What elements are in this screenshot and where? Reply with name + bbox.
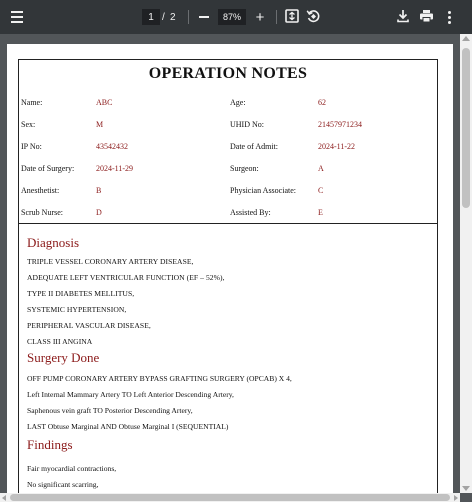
download-icon[interactable] (396, 9, 410, 23)
info-label: Name: (21, 98, 43, 107)
info-value: E (318, 208, 323, 217)
info-row (21, 186, 435, 200)
info-value: 21457971234 (318, 120, 362, 129)
info-label: Physician Associate: (230, 186, 296, 195)
scroll-down-arrow-icon[interactable] (462, 486, 470, 491)
info-label: Sex: (21, 120, 36, 129)
vertical-scrollbar[interactable] (460, 34, 472, 493)
pdf-toolbar (0, 0, 472, 34)
print-icon[interactable] (419, 9, 434, 23)
section-heading-surgery-done: Surgery Done (27, 350, 100, 365)
zoom-level-input[interactable] (218, 9, 246, 25)
info-label: IP No: (21, 142, 42, 151)
vertical-scroll-thumb[interactable] (462, 48, 470, 208)
rotate-icon[interactable] (306, 9, 321, 24)
info-label: Scrub Nurse: (21, 208, 63, 217)
more-icon[interactable] (444, 9, 454, 25)
info-label: Assisted By: (230, 208, 271, 217)
info-label: Age: (230, 98, 246, 107)
diagnosis-line: PERIPHERAL VASCULAR DISEASE, (27, 321, 151, 330)
info-row (21, 208, 435, 222)
section-heading-findings: Findings (27, 437, 73, 452)
zoom-in-icon[interactable]: + (255, 8, 265, 26)
horizontal-scrollbar[interactable] (0, 493, 460, 502)
info-divider (19, 223, 437, 224)
info-row (21, 142, 435, 156)
info-label: UHID No: (230, 120, 264, 129)
scroll-right-arrow-icon[interactable] (454, 495, 458, 501)
info-value: 62 (318, 98, 326, 107)
surgery-line: Left Internal Mammary Artery TO Left Anterior Descending Artery, (27, 390, 234, 399)
info-value: 43542432 (96, 142, 128, 151)
findings-line: No significant scarring, (27, 480, 99, 489)
diagnosis-line: SYSTEMIC HYPERTENSION, (27, 305, 127, 314)
scroll-left-arrow-icon[interactable] (2, 495, 6, 501)
info-label: Anesthetist: (21, 186, 60, 195)
menu-icon[interactable] (6, 6, 28, 28)
diagnosis-line: TRIPLE VESSEL CORONARY ARTERY DISEASE, (27, 257, 194, 266)
diagnosis-line: TYPE II DIABETES MELLITUS, (27, 289, 135, 298)
diagnosis-line: CLASS III ANGINA (27, 337, 93, 346)
findings-line: Fair myocardial contractions, (27, 464, 117, 473)
page-total: 2 (170, 11, 176, 23)
info-value: ABC (96, 98, 113, 107)
info-value: 2024-11-29 (96, 164, 134, 173)
pdf-page (7, 44, 453, 493)
info-row (21, 98, 435, 112)
document-title: OPERATION NOTES (148, 65, 308, 82)
info-value: A (318, 164, 324, 173)
surgery-line: OFF PUMP CORONARY ARTERY BYPASS GRAFTING SURGERY (OPCAB) X 4, (27, 374, 292, 383)
info-value: B (96, 186, 102, 195)
page-separator: / (162, 11, 165, 23)
info-value: M (96, 120, 104, 129)
surgery-line: LAST Obtuse Marginal AND Obtuse Marginal I (SEQUENTIAL) (27, 422, 229, 431)
pdf-viewer[interactable] (0, 34, 460, 493)
section-heading-diagnosis: Diagnosis (27, 235, 79, 250)
scroll-up-arrow-icon[interactable] (462, 36, 470, 41)
info-label: Surgeon: (230, 164, 259, 173)
diagnosis-line: ADEQUATE LEFT VENTRICULAR FUNCTION (EF – 52%), (27, 273, 225, 282)
toolbar-divider (276, 10, 277, 24)
toolbar-divider (188, 10, 189, 24)
info-value: 2024-11-22 (318, 142, 356, 151)
info-value: D (96, 208, 102, 217)
zoom-out-icon[interactable] (196, 7, 212, 27)
page-number-input[interactable] (142, 9, 160, 25)
info-row (21, 164, 435, 178)
info-label: Date of Admit: (230, 142, 278, 151)
document-frame (18, 59, 438, 493)
fit-page-icon[interactable] (285, 9, 299, 23)
info-value: C (318, 186, 324, 195)
surgery-line: Saphenous vein graft TO Posterior Descending Artery, (27, 406, 193, 415)
horizontal-scroll-thumb[interactable] (10, 494, 450, 501)
info-row (21, 120, 435, 134)
info-label: Date of Surgery: (21, 164, 75, 173)
